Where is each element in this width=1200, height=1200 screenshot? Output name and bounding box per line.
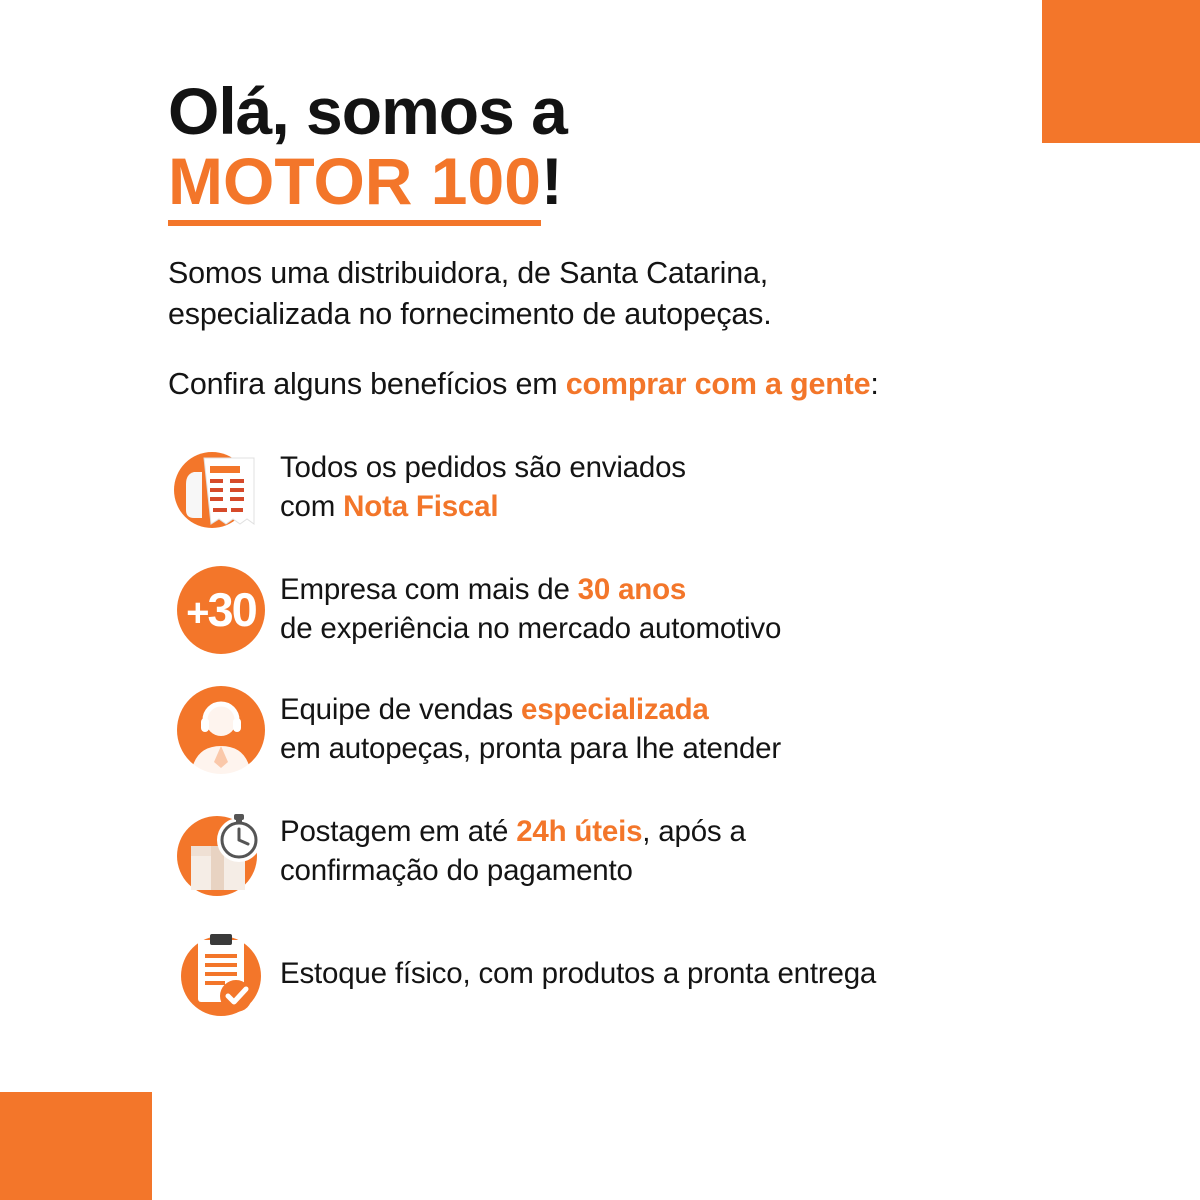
- intro-line1: Somos uma distribuidora, de Santa Catarina,: [168, 256, 769, 291]
- badge-number: 30: [207, 583, 256, 637]
- clipboard-check-icon: [168, 926, 274, 1024]
- benefits-lead-prefix: Confira alguns benefícios em: [168, 366, 566, 401]
- list-item-text: [274, 691, 781, 769]
- benefit-2-line1-prefix: Empresa com mais de: [280, 573, 578, 606]
- list-item-text: [274, 571, 781, 649]
- brand-name: MOTOR 100: [168, 144, 541, 226]
- benefit-2-line2: de experiência no mercado automotivo: [280, 611, 782, 645]
- benefit-4-line1-prefix: Postagem em até: [280, 815, 517, 848]
- badge-label: [186, 583, 256, 637]
- list-item: [168, 802, 1068, 902]
- intro-paragraph: [168, 253, 1068, 335]
- page-title-line2: [168, 145, 1068, 219]
- page-title-line1: Olá, somos a: [168, 74, 567, 148]
- list-item-text: [274, 813, 746, 891]
- benefits-lead-suffix: :: [870, 366, 879, 401]
- badge-circle: [177, 566, 265, 654]
- receipt-icon: [168, 438, 274, 538]
- benefit-2-line1-highlight: 30 anos: [577, 573, 687, 606]
- badge-30-years-icon: [168, 566, 274, 654]
- benefit-3-line1-highlight: especializada: [520, 693, 709, 726]
- benefits-lead: [168, 367, 1068, 402]
- benefit-4-line1-highlight: 24h úteis: [516, 815, 643, 848]
- benefit-3-line1-prefix: Equipe de vendas: [280, 693, 521, 726]
- decorative-square-bottom-left: [0, 1092, 152, 1200]
- benefit-1-line1: Todos os pedidos são enviados: [280, 451, 686, 484]
- list-item: [168, 682, 1068, 778]
- benefit-1-line2-prefix: com: [280, 489, 344, 523]
- badge-plus: +: [186, 591, 208, 636]
- benefit-4-line2: confirmação do pagamento: [280, 853, 633, 887]
- benefits-lead-highlight: comprar com a gente: [565, 366, 871, 401]
- intro-line2: especializada no fornecimento de autopeças.: [168, 297, 772, 332]
- benefits-list: [168, 438, 1068, 1024]
- poster-content: [168, 74, 1068, 1048]
- headset-agent-icon: [168, 684, 274, 776]
- benefit-5-line1: Estoque físico, com produtos a pronta entrega: [280, 957, 877, 991]
- benefit-1-line2-highlight: Nota Fiscal: [343, 489, 499, 523]
- list-item-text: [274, 955, 876, 994]
- list-item-text: [274, 449, 686, 527]
- list-item: [168, 926, 1068, 1024]
- benefit-3-line2: em autopeças, pronta para lhe atender: [280, 731, 781, 765]
- brand-exclamation: !: [540, 144, 563, 219]
- package-stopwatch-icon: [168, 802, 274, 902]
- benefit-4-line1-suffix: , após a: [642, 815, 746, 848]
- list-item: [168, 438, 1068, 538]
- list-item: [168, 562, 1068, 658]
